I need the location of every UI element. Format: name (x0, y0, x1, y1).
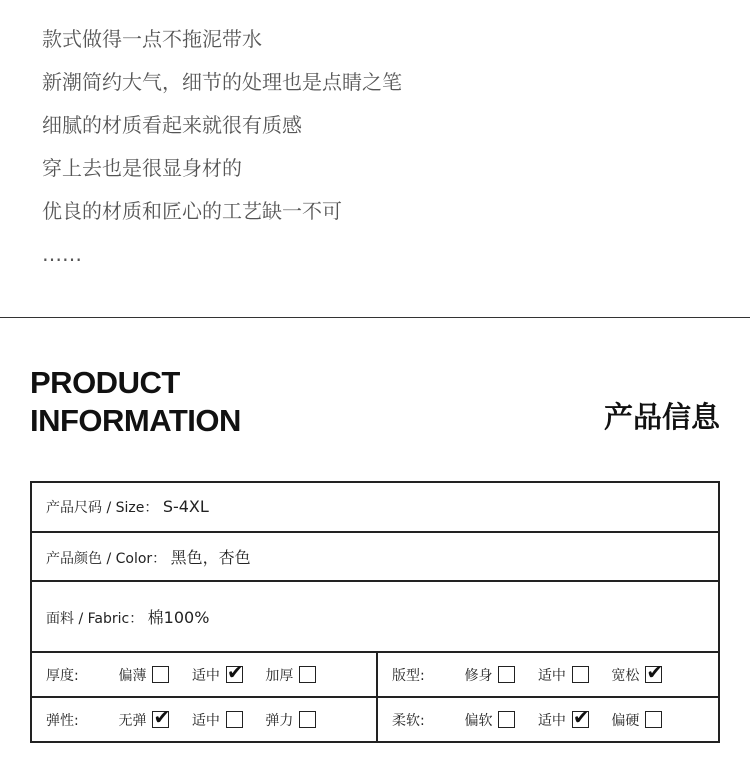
thickness-option: 适中✔ (192, 665, 243, 685)
softness-label: 柔软: (392, 712, 425, 729)
description-line: 款式做得一点不拖泥带水 (42, 27, 262, 51)
size-label: 产品尺码 / Size： (46, 500, 159, 516)
checkbox-checked-icon (152, 711, 169, 728)
description-line: 细腻的材质看起来就很有质感 (42, 113, 302, 137)
product-information-title (30, 364, 241, 440)
color-label: 产品颜色 / Color： (46, 551, 167, 567)
fabric-value: 棉100% (147, 608, 210, 627)
softness-option: 适中✔ (538, 710, 589, 730)
color-value: 黑色，杏色 (170, 548, 251, 567)
spec-cell-fabric (31, 581, 719, 652)
checkbox-icon (299, 666, 316, 683)
fit-option: 适中 (538, 665, 589, 685)
elasticity-option: 适中 (192, 710, 243, 730)
fit-option: 修身 (464, 665, 515, 685)
description-ellipsis: …… (42, 242, 82, 266)
fit-label: 版型: (392, 667, 425, 684)
elasticity-cell (31, 697, 377, 742)
checkbox-checked-icon (645, 666, 662, 683)
checkbox-icon (572, 666, 589, 683)
checkbox-icon (299, 711, 316, 728)
thickness-option: 加厚 (265, 665, 316, 685)
softness-cell (377, 697, 719, 742)
checkbox-checked-icon (572, 711, 589, 728)
spec-row-color (31, 532, 719, 581)
checkbox-icon (226, 711, 243, 728)
checkbox-icon (498, 711, 515, 728)
fit-option: 宽松✔ (611, 665, 662, 685)
title-en-line1: PRODUCT (30, 365, 180, 400)
softness-option: 偏软 (464, 710, 515, 730)
section-divider (0, 317, 750, 318)
softness-option: 偏硬 (611, 710, 662, 730)
checkbox-icon (152, 666, 169, 683)
elasticity-option: 无弹✔ (118, 710, 169, 730)
spec-row-size (31, 482, 719, 532)
description-line: 优良的材质和匠心的工艺缺一不可 (42, 199, 342, 223)
description-block (42, 22, 402, 280)
size-value: S-4XL (162, 497, 209, 516)
checkbox-checked-icon (226, 666, 243, 683)
spec-cell-color (31, 532, 719, 581)
elasticity-label: 弹性: (46, 712, 79, 729)
spec-cell-size (31, 482, 719, 532)
fabric-label: 面料 / Fabric： (46, 611, 144, 627)
product-information-title-cn: 产品信息 (603, 400, 720, 434)
description-line: 穿上去也是很显身材的 (42, 156, 242, 180)
spec-row-elasticity-softness (31, 697, 719, 742)
spec-table (30, 481, 720, 743)
thickness-option: 偏薄 (118, 665, 169, 685)
title-en-line2: INFORMATION (30, 403, 241, 438)
thickness-cell (31, 652, 377, 697)
elasticity-option: 弹力 (265, 710, 316, 730)
spec-row-thickness-fit (31, 652, 719, 697)
fit-cell (377, 652, 719, 697)
thickness-label: 厚度: (46, 667, 79, 684)
spec-row-fabric (31, 581, 719, 652)
checkbox-icon (645, 711, 662, 728)
description-line: 新潮简约大气，细节的处理也是点睛之笔 (42, 70, 402, 94)
checkbox-icon (498, 666, 515, 683)
